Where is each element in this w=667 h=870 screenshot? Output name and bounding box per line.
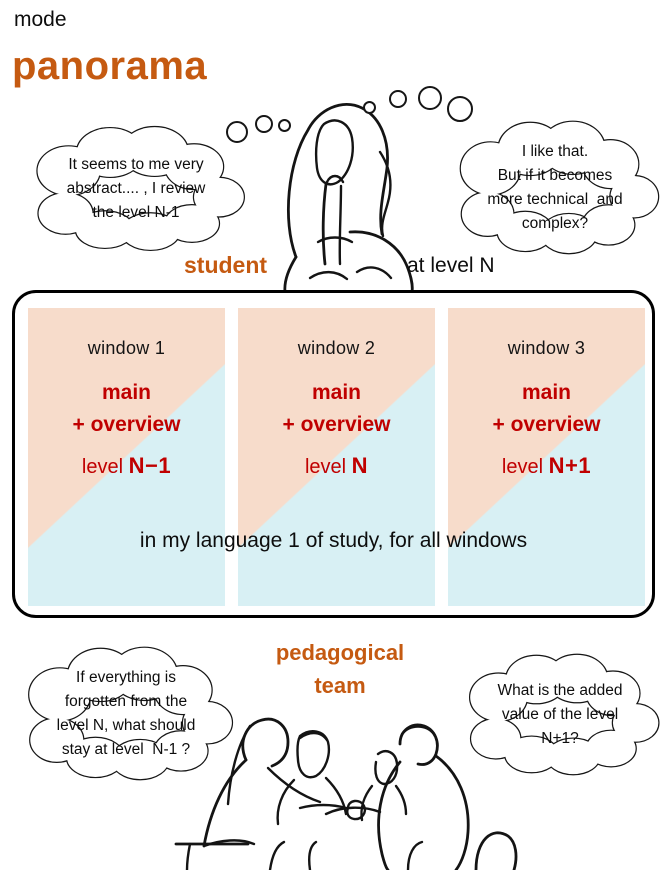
student-level-label: at level N bbox=[407, 254, 495, 277]
cloud-text-line: stay at level N-1 ? bbox=[61, 741, 191, 758]
cloud-text-line: complex? bbox=[521, 215, 589, 232]
window-overview-label: + overview bbox=[492, 413, 601, 436]
thought-dot bbox=[418, 86, 442, 110]
cloud-text-line: What is the added bbox=[497, 682, 623, 699]
window-1-panel bbox=[28, 308, 225, 606]
cloud-text-line: forgotten from the bbox=[64, 693, 188, 710]
window-overview-label: + overview bbox=[72, 413, 181, 436]
cloud-text-line: I like that. bbox=[521, 143, 589, 160]
window-level-label: level N bbox=[304, 453, 369, 478]
window-title: window 1 bbox=[87, 338, 166, 358]
window-title: window 2 bbox=[297, 338, 376, 358]
cloud-text-line: level N, what should bbox=[56, 717, 196, 734]
window-3-panel bbox=[448, 308, 645, 606]
window-main-label: main bbox=[101, 381, 151, 404]
thought-cloud-top-left bbox=[22, 118, 250, 260]
mode-label: mode bbox=[14, 8, 67, 31]
cloud-text-line: the level N-1 bbox=[92, 204, 180, 221]
window-title: window 3 bbox=[507, 338, 586, 358]
team-label-line2: team bbox=[314, 673, 366, 698]
window-level-label: level N−1 bbox=[81, 453, 172, 478]
team-illustration bbox=[150, 696, 565, 870]
window-2-panel bbox=[238, 308, 435, 606]
team-label bbox=[240, 636, 440, 702]
cloud-text-line: N+1? bbox=[541, 730, 579, 747]
cloud-text-line: It seems to me very bbox=[68, 156, 204, 173]
window-level-label: level N+1 bbox=[501, 453, 592, 478]
student-label: student bbox=[184, 252, 268, 278]
board-caption: in my language 1 of study, for all windows bbox=[139, 529, 528, 552]
page-title: panorama bbox=[12, 44, 208, 88]
panorama-board bbox=[12, 290, 655, 618]
window-main-label: main bbox=[311, 381, 361, 404]
window-main-label: main bbox=[521, 381, 571, 404]
thought-cloud-top-right bbox=[446, 112, 664, 264]
thought-dot bbox=[255, 115, 273, 133]
cloud-text-line: abstract.... , I review bbox=[66, 180, 206, 197]
thought-dot bbox=[278, 119, 291, 132]
window-overview-label: + overview bbox=[282, 413, 391, 436]
thought-dot bbox=[389, 90, 407, 108]
team-label-line1: pedagogical bbox=[275, 640, 405, 665]
thought-dot bbox=[363, 101, 376, 114]
cloud-text-line: If everything is bbox=[76, 669, 176, 686]
cloud-text-line: more technical and bbox=[487, 191, 623, 208]
cloud-text-line: But if it becomes bbox=[497, 167, 613, 184]
cloud-text-line: value of the level bbox=[501, 706, 619, 723]
